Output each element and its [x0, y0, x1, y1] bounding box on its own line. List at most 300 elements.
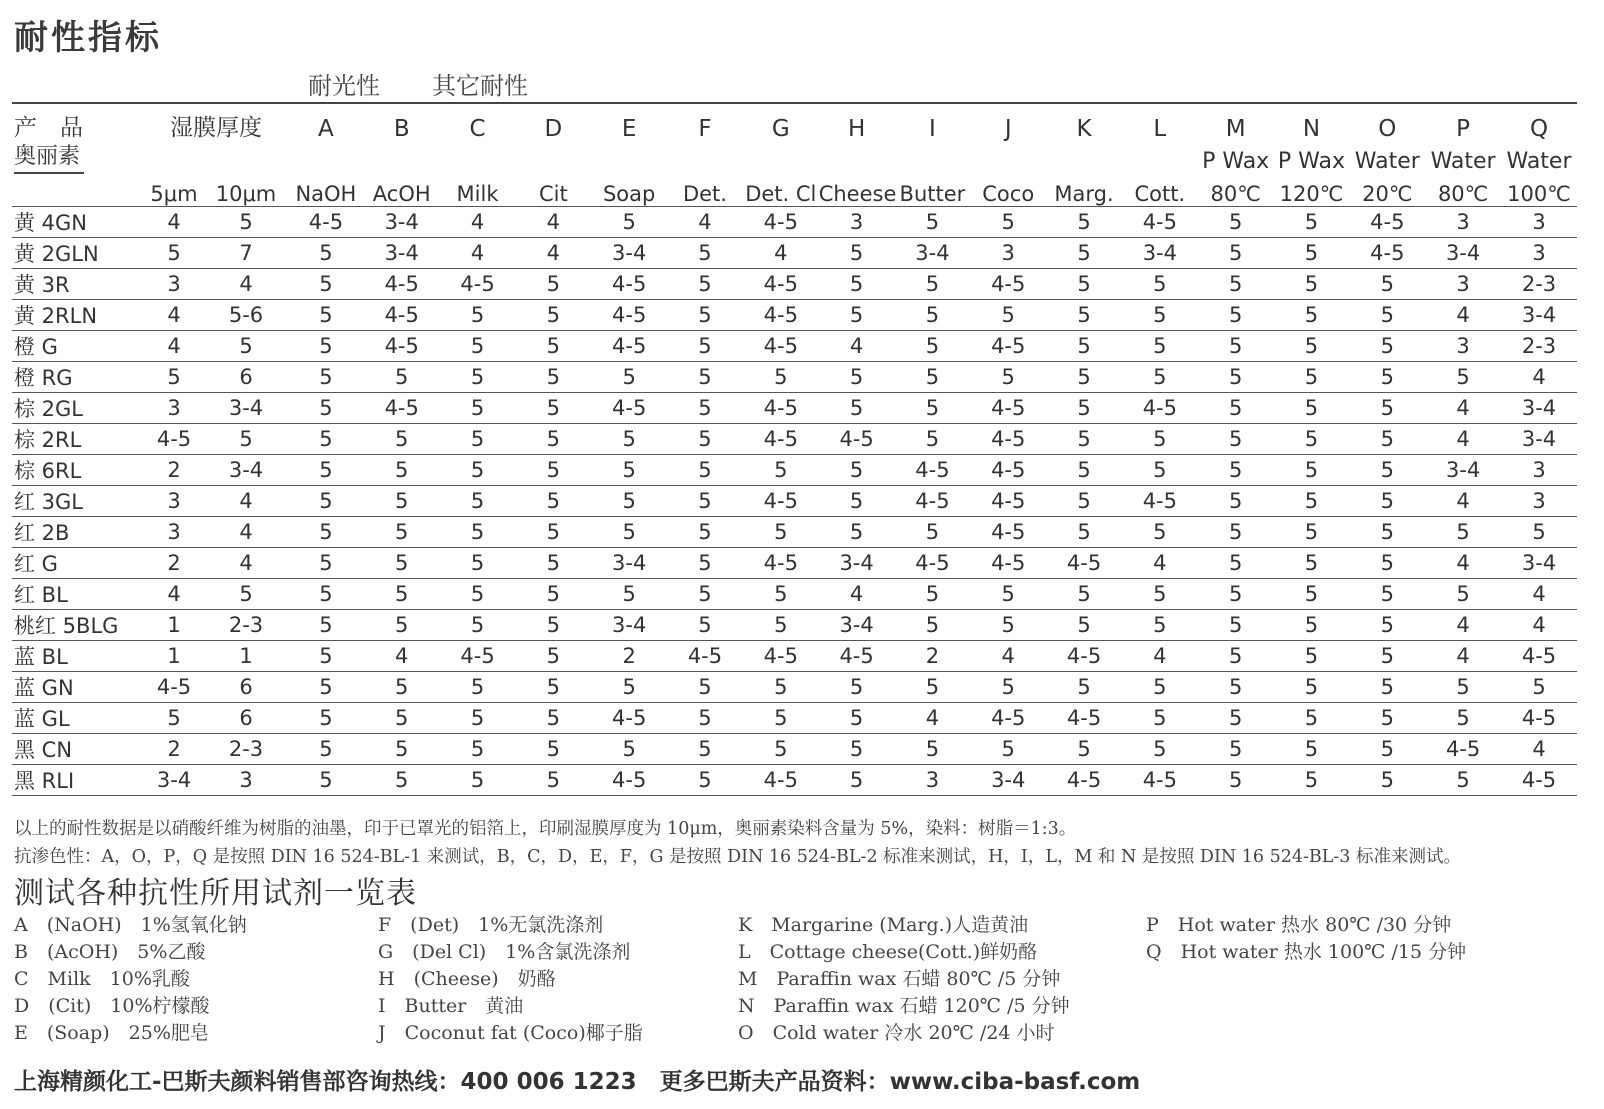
- rating-cell: 4-5: [970, 393, 1046, 424]
- brand-header: [12, 142, 144, 174]
- rating-cell: 5: [667, 548, 743, 579]
- reagent-item: G (Del Cl) 1%含氯洗涤剂: [378, 941, 631, 963]
- rating-cell: 5: [1198, 269, 1274, 300]
- rating-cell: 5: [591, 579, 667, 610]
- rating-cell: 4: [1425, 610, 1501, 641]
- rating-cell: 4-5: [970, 548, 1046, 579]
- product-name: 橙 G: [12, 331, 144, 362]
- product-name: 蓝 BL: [12, 641, 144, 672]
- rating-cell: 1: [204, 641, 288, 672]
- rating-cell: 3-4: [364, 238, 440, 269]
- rating-cell: 5: [204, 331, 288, 362]
- rating-cell: 5: [895, 331, 971, 362]
- rating-cell: 5: [440, 393, 516, 424]
- rating-cell: 5: [591, 486, 667, 517]
- rating-cell: 4-5: [1046, 548, 1122, 579]
- reagent-item: K Margarine (Marg.)人造黄油: [738, 914, 1029, 936]
- rating-cell: 5: [1349, 765, 1425, 796]
- rating-cell: 4: [1122, 548, 1198, 579]
- rating-cell: 5: [970, 207, 1046, 238]
- rating-cell: 5: [515, 734, 591, 765]
- table-row: [12, 331, 1577, 362]
- rating-cell: 5: [204, 207, 288, 238]
- rating-cell: 4: [515, 207, 591, 238]
- rating-cell: 2: [895, 641, 971, 672]
- rating-cell: 5: [440, 610, 516, 641]
- rating-cell: 4-5: [1349, 238, 1425, 269]
- rating-cell: 5: [1122, 424, 1198, 455]
- rating-cell: 5: [1046, 362, 1122, 393]
- reagent-item: E (Soap) 25%肥皂: [14, 1022, 209, 1044]
- rating-cell: 5: [1274, 331, 1350, 362]
- rating-cell: 5: [515, 610, 591, 641]
- rating-cell: 5: [1122, 703, 1198, 734]
- rating-cell: 6: [204, 703, 288, 734]
- rating-cell: 5: [1046, 269, 1122, 300]
- column-name: 80℃: [1437, 182, 1489, 206]
- rating-cell: 5: [288, 548, 364, 579]
- product-name: 桃红 5BLG: [12, 610, 144, 641]
- rating-cell: 6: [204, 672, 288, 703]
- rating-cell: 5: [1046, 579, 1122, 610]
- rating-cell: 5: [1349, 641, 1425, 672]
- rating-cell: 4-5: [1122, 486, 1198, 517]
- rating-cell: 4: [1425, 641, 1501, 672]
- table-row: [12, 517, 1577, 548]
- header-spacer: [144, 142, 288, 174]
- rating-cell: 5: [440, 703, 516, 734]
- rating-cell: 3-4: [1122, 238, 1198, 269]
- rating-cell: 5: [591, 362, 667, 393]
- rating-cell: 4: [364, 641, 440, 672]
- wet-film-sub: 5μm: [150, 182, 198, 206]
- reagent-item: C Milk 10%乳酸: [14, 968, 190, 990]
- rating-cell: 5: [895, 207, 971, 238]
- rating-cell: 5: [667, 455, 743, 486]
- rating-cell: 5: [591, 672, 667, 703]
- column-sub: [667, 142, 743, 174]
- rating-cell: 5: [440, 579, 516, 610]
- rating-cell: 5: [819, 672, 895, 703]
- rating-cell: 5: [288, 424, 364, 455]
- rating-cell: 5: [1349, 610, 1425, 641]
- rating-cell: 5: [144, 238, 204, 269]
- rating-cell: 5: [895, 610, 971, 641]
- column-name: 80℃: [1210, 182, 1261, 206]
- reagent-list: [14, 912, 1594, 1044]
- rating-cell: 5: [1274, 703, 1350, 734]
- rating-cell: 5: [1425, 672, 1501, 703]
- rating-cell: 3: [144, 486, 204, 517]
- column-sub: [364, 142, 440, 174]
- rating-cell: 5: [1122, 331, 1198, 362]
- rating-cell: 5: [970, 362, 1046, 393]
- rating-cell: 4-5: [591, 300, 667, 331]
- column-sub: P Wax: [1277, 149, 1346, 174]
- rating-cell: 5: [1425, 765, 1501, 796]
- rating-cell: 4-5: [591, 331, 667, 362]
- product-name: 黑 CN: [12, 734, 144, 765]
- column-name: 120℃: [1279, 182, 1344, 206]
- column-letter: L: [1122, 103, 1198, 142]
- rating-cell: 4-5: [970, 517, 1046, 548]
- rating-cell: 5: [364, 765, 440, 796]
- column-name: Butter: [899, 182, 966, 206]
- rating-cell: 3-4: [204, 455, 288, 486]
- page-title: 耐性指标: [14, 18, 162, 58]
- rating-cell: 5: [591, 207, 667, 238]
- rating-cell: 5: [288, 300, 364, 331]
- rating-cell: 5: [515, 703, 591, 734]
- rating-cell: 4-5: [591, 703, 667, 734]
- rating-cell: 4: [667, 207, 743, 238]
- rating-cell: 5: [743, 672, 819, 703]
- column-name: Milk: [456, 182, 499, 206]
- rating-cell: 5: [364, 672, 440, 703]
- rating-cell: 5: [515, 362, 591, 393]
- rating-cell: 3-4: [1425, 455, 1501, 486]
- product-name: 橙 RG: [12, 362, 144, 393]
- rating-cell: 5: [743, 362, 819, 393]
- rating-cell: 5: [1349, 300, 1425, 331]
- rating-cell: 5: [1122, 579, 1198, 610]
- note-line: 抗渗色性：A，O，P，Q 是按照 DIN 16 524-BL-1 来测试，B，C，D，E，F，G 是按照 DIN 16 524-BL-2 标准来测试，H，I，L，M 和 N 是按照 DIN 16 524-BL-3 标准来测试。: [14, 847, 1461, 867]
- rating-cell: 4-5: [970, 486, 1046, 517]
- rating-cell: 5: [1349, 362, 1425, 393]
- rating-cell: 5: [1501, 517, 1577, 548]
- rating-cell: 5: [1198, 455, 1274, 486]
- table-row: [12, 362, 1577, 393]
- rating-cell: 4-5: [970, 424, 1046, 455]
- rating-cell: 5: [364, 734, 440, 765]
- rating-cell: 4: [1425, 300, 1501, 331]
- rating-cell: 5: [288, 610, 364, 641]
- column-sub: [1046, 142, 1122, 174]
- rating-cell: 2: [591, 641, 667, 672]
- rating-cell: 5: [743, 703, 819, 734]
- rating-cell: 5: [144, 703, 204, 734]
- notes: [14, 815, 1594, 871]
- rating-cell: 5: [1274, 238, 1350, 269]
- rating-cell: 5: [970, 610, 1046, 641]
- rating-cell: 3-4: [819, 610, 895, 641]
- rating-cell: 5: [1274, 672, 1350, 703]
- rating-cell: 5: [895, 269, 971, 300]
- rating-cell: 4-5: [895, 486, 971, 517]
- rating-cell: 4: [1425, 424, 1501, 455]
- table-row: [12, 269, 1577, 300]
- product-name: 红 2B: [12, 517, 144, 548]
- rating-cell: 5: [364, 486, 440, 517]
- reagent-item: L Cottage cheese(Cott.)鲜奶酪: [738, 941, 1038, 963]
- product-name: 红 3GL: [12, 486, 144, 517]
- rating-cell: 4-5: [1046, 641, 1122, 672]
- rating-cell: 5: [667, 362, 743, 393]
- rating-cell: 4-5: [743, 641, 819, 672]
- rating-cell: 5: [895, 362, 971, 393]
- rating-cell: 4-5: [1501, 765, 1577, 796]
- rating-cell: 5: [1122, 734, 1198, 765]
- rating-cell: 5: [1122, 672, 1198, 703]
- rating-cell: 4: [895, 703, 971, 734]
- header-row-sub: [12, 142, 1577, 174]
- column-name: NaOH: [295, 182, 357, 206]
- rating-cell: 3: [1501, 455, 1577, 486]
- rating-cell: 5: [667, 703, 743, 734]
- rating-cell: 5: [819, 393, 895, 424]
- rating-cell: 4: [1122, 641, 1198, 672]
- rating-cell: 5: [515, 393, 591, 424]
- rating-cell: 4-5: [743, 486, 819, 517]
- table-row: [12, 579, 1577, 610]
- rating-cell: 5: [1198, 765, 1274, 796]
- rating-cell: 4: [144, 579, 204, 610]
- rating-cell: 5: [819, 238, 895, 269]
- rating-cell: 5: [364, 455, 440, 486]
- column-letter: D: [515, 103, 591, 142]
- rating-cell: 5: [440, 548, 516, 579]
- rating-cell: 5: [1274, 486, 1350, 517]
- rating-cell: 3: [144, 393, 204, 424]
- product-name: 黑 RLI: [12, 765, 144, 796]
- rating-cell: 5: [204, 579, 288, 610]
- rating-cell: 5: [1046, 238, 1122, 269]
- rating-cell: 5: [288, 703, 364, 734]
- note-line: 以上的耐性数据是以硝酸纤维为树脂的油墨，印于已罩光的铝箔上，印刷湿膜厚度为 10μm，奥丽素染料含量为 5%，染料：树脂＝1:3。: [14, 819, 1077, 839]
- rating-cell: 5: [667, 517, 743, 548]
- reagent-column: [14, 912, 247, 1047]
- rating-cell: 2-3: [1501, 269, 1577, 300]
- product-name: 黄 2GLN: [12, 238, 144, 269]
- reagent-item: A (NaOH) 1%氢氧化钠: [14, 914, 247, 936]
- rating-cell: 4-5: [970, 455, 1046, 486]
- column-name: 20℃: [1362, 182, 1413, 206]
- rating-cell: 3: [144, 269, 204, 300]
- column-sub: Water: [1506, 149, 1572, 174]
- brand-label: 奥丽素: [14, 142, 84, 174]
- rating-cell: 5: [1349, 517, 1425, 548]
- rating-cell: 5: [1198, 300, 1274, 331]
- rating-cell: 5: [970, 579, 1046, 610]
- rating-cell: 4-5: [440, 269, 516, 300]
- table-row: [12, 207, 1577, 238]
- column-name: AcOH: [372, 182, 431, 206]
- rating-cell: 5: [1046, 393, 1122, 424]
- table-row: [12, 641, 1577, 672]
- column-sub: Water: [1430, 149, 1496, 174]
- header-row-names: [12, 174, 1577, 207]
- column-letter: H: [819, 103, 895, 142]
- rating-cell: 5-6: [204, 300, 288, 331]
- rating-cell: 3: [1501, 238, 1577, 269]
- rating-cell: 5: [667, 734, 743, 765]
- rating-cell: 5: [440, 362, 516, 393]
- rating-cell: 5: [1349, 579, 1425, 610]
- rating-cell: 4-5: [591, 765, 667, 796]
- rating-cell: 4: [515, 238, 591, 269]
- rating-cell: 5: [440, 300, 516, 331]
- rating-cell: 5: [895, 734, 971, 765]
- rating-cell: 5: [1274, 765, 1350, 796]
- rating-cell: 5: [288, 362, 364, 393]
- reagent-item: H (Cheese) 奶酪: [378, 968, 556, 990]
- reagent-column: [378, 912, 643, 1047]
- column-letter: O: [1349, 103, 1425, 142]
- rating-cell: 5: [1274, 393, 1350, 424]
- rating-cell: 4-5: [364, 331, 440, 362]
- rating-cell: 5: [819, 300, 895, 331]
- rating-cell: 2: [144, 734, 204, 765]
- column-name: Coco: [982, 182, 1035, 206]
- rating-cell: 3: [1501, 486, 1577, 517]
- rating-cell: 5: [667, 672, 743, 703]
- rating-cell: 5: [1349, 734, 1425, 765]
- rating-cell: 5: [1198, 579, 1274, 610]
- rating-cell: 5: [743, 579, 819, 610]
- reagent-item: O Cold water 冷水 20℃ /24 小时: [738, 1022, 1055, 1044]
- rating-cell: 5: [1046, 734, 1122, 765]
- product-name: 黄 3R: [12, 269, 144, 300]
- rating-cell: 4-5: [743, 269, 819, 300]
- column-letter: Q: [1501, 103, 1577, 142]
- rating-cell: 5: [1274, 300, 1350, 331]
- rating-cell: 5: [1274, 455, 1350, 486]
- rating-cell: 3: [819, 207, 895, 238]
- rating-cell: 5: [1501, 672, 1577, 703]
- column-name: Cit: [538, 182, 568, 206]
- rating-cell: 5: [288, 393, 364, 424]
- rating-cell: 5: [591, 734, 667, 765]
- rating-cell: 5: [1122, 269, 1198, 300]
- reagent-item: B (AcOH) 5%乙酸: [14, 941, 206, 963]
- rating-cell: 4-5: [895, 455, 971, 486]
- product-name: 红 G: [12, 548, 144, 579]
- rating-cell: 3: [970, 238, 1046, 269]
- column-sub: [1122, 142, 1198, 174]
- rating-cell: 3: [1425, 331, 1501, 362]
- rating-cell: 5: [1046, 207, 1122, 238]
- rating-cell: 5: [288, 486, 364, 517]
- rating-cell: 5: [440, 455, 516, 486]
- column-name: Cott.: [1134, 182, 1186, 206]
- rating-cell: 5: [743, 610, 819, 641]
- rating-cell: 5: [440, 331, 516, 362]
- rating-cell: 4-5: [1122, 393, 1198, 424]
- wet-film-header: 湿膜厚度: [144, 103, 288, 142]
- table-row: [12, 703, 1577, 734]
- rating-cell: 5: [1349, 393, 1425, 424]
- rating-cell: 4: [204, 269, 288, 300]
- rating-cell: 5: [895, 517, 971, 548]
- rating-cell: 4-5: [743, 207, 819, 238]
- column-sub: [743, 142, 819, 174]
- reagent-item: P Hot water 热水 80℃ /30 分钟: [1146, 914, 1452, 936]
- rating-cell: 5: [1274, 269, 1350, 300]
- rating-cell: 3-4: [1501, 300, 1577, 331]
- rating-cell: 5: [667, 331, 743, 362]
- rating-cell: 5: [288, 765, 364, 796]
- reagent-list-title: 测试各种抗性所用试剂一览表: [14, 876, 417, 911]
- other-resistance-header: 其它耐性: [432, 72, 528, 100]
- rating-cell: 5: [440, 424, 516, 455]
- rating-cell: 4: [1425, 548, 1501, 579]
- rating-cell: 3-4: [144, 765, 204, 796]
- rating-cell: 5: [1425, 579, 1501, 610]
- rating-cell: 4-5: [819, 424, 895, 455]
- rating-cell: 4-5: [819, 641, 895, 672]
- reagent-item: F (Det) 1%无氯洗涤剂: [378, 914, 604, 936]
- rating-cell: 5: [515, 455, 591, 486]
- rating-cell: 3: [144, 517, 204, 548]
- rating-cell: 3-4: [364, 207, 440, 238]
- rating-cell: 1: [144, 641, 204, 672]
- rating-cell: 4: [204, 548, 288, 579]
- column-letter: G: [743, 103, 819, 142]
- rating-cell: 4-5: [591, 269, 667, 300]
- rating-cell: 4: [1501, 734, 1577, 765]
- rating-cell: 3: [204, 765, 288, 796]
- rating-cell: 2: [144, 548, 204, 579]
- rating-cell: 4-5: [364, 393, 440, 424]
- rating-cell: 5: [288, 238, 364, 269]
- rating-cell: 6: [204, 362, 288, 393]
- rating-cell: 2-3: [204, 734, 288, 765]
- rating-cell: 2: [144, 455, 204, 486]
- rating-cell: 3: [1425, 207, 1501, 238]
- rating-cell: 5: [743, 455, 819, 486]
- rating-cell: 4-5: [144, 672, 204, 703]
- rating-cell: 4-5: [144, 424, 204, 455]
- rating-cell: 5: [204, 424, 288, 455]
- product-name: 黄 2RLN: [12, 300, 144, 331]
- column-sub: [970, 142, 1046, 174]
- column-sub: P Wax: [1202, 149, 1270, 174]
- rating-cell: 5: [515, 548, 591, 579]
- rating-cell: 4-5: [667, 641, 743, 672]
- rating-cell: 5: [895, 672, 971, 703]
- rating-cell: 5: [1349, 486, 1425, 517]
- table-row: [12, 610, 1577, 641]
- rating-cell: 5: [667, 486, 743, 517]
- rating-cell: 5: [1274, 517, 1350, 548]
- rating-cell: 5: [1198, 517, 1274, 548]
- rating-cell: 4-5: [1501, 641, 1577, 672]
- product-name: 蓝 GL: [12, 703, 144, 734]
- rating-cell: 5: [364, 362, 440, 393]
- rating-cell: 4: [144, 300, 204, 331]
- table-row: [12, 548, 1577, 579]
- rating-cell: 3-4: [895, 238, 971, 269]
- rating-cell: 5: [591, 424, 667, 455]
- rating-cell: 5: [1425, 703, 1501, 734]
- rating-cell: 5: [288, 641, 364, 672]
- rating-cell: 3-4: [1501, 424, 1577, 455]
- rating-cell: 4-5: [743, 393, 819, 424]
- product-name: 红 BL: [12, 579, 144, 610]
- column-letter: K: [1046, 103, 1122, 142]
- rating-cell: 5: [364, 703, 440, 734]
- rating-cell: 5: [1349, 455, 1425, 486]
- rating-cell: 3-4: [819, 548, 895, 579]
- rating-cell: 5: [515, 424, 591, 455]
- reagent-item: J Coconut fat (Coco)椰子脂: [378, 1022, 643, 1044]
- rating-cell: 4-5: [591, 393, 667, 424]
- column-name: Det.: [682, 182, 727, 206]
- rating-cell: 4-5: [364, 300, 440, 331]
- rating-cell: 5: [1046, 300, 1122, 331]
- wet-film-sub: 10μm: [215, 182, 277, 206]
- rating-cell: 5: [1198, 207, 1274, 238]
